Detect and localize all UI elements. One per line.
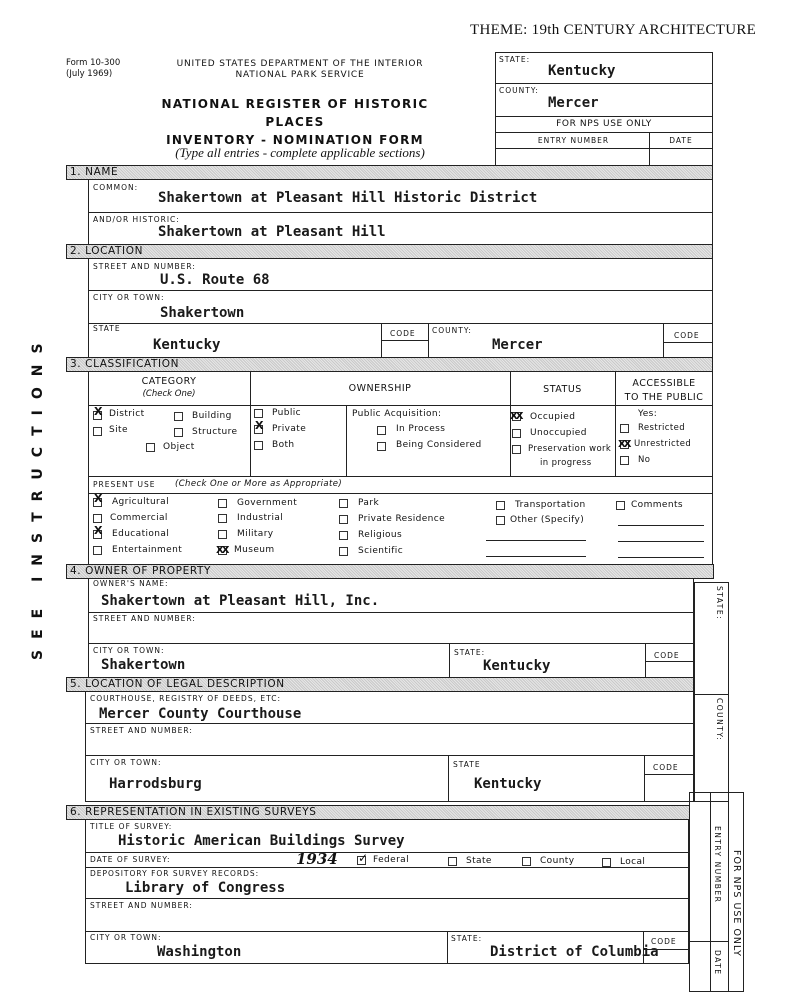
county-label: COUNTY: xyxy=(432,326,472,335)
code-label: CODE xyxy=(390,329,416,338)
section1-header: 1. NAME xyxy=(66,165,713,180)
use-military-checkbox[interactable] xyxy=(218,530,227,539)
top-entry-number-label: ENTRY NUMBER xyxy=(537,136,610,145)
use-commercial-label: Commercial xyxy=(110,513,168,523)
category-building-label: Building xyxy=(192,411,232,421)
acquisition-being-considered-checkbox[interactable] xyxy=(377,442,386,451)
accessible-no-checkbox[interactable] xyxy=(620,456,629,465)
top-county-value[interactable]: Mercer xyxy=(548,95,599,111)
right-state-label: STATE: xyxy=(715,586,724,621)
use-comments-label: Comments xyxy=(631,500,683,510)
level-state-checkbox[interactable] xyxy=(448,857,457,866)
form-instructions: (Type all entries - complete applicable sections) xyxy=(175,145,425,160)
survey-date-label: DATE OF SURVEY: xyxy=(90,855,171,864)
present-use-label: PRESENT USE xyxy=(93,480,156,489)
use-transportation-label: Transportation xyxy=(515,500,586,510)
use-other-checkbox[interactable] xyxy=(496,516,505,525)
city-label: CITY OR TOWN: xyxy=(93,293,165,302)
use-religious-checkbox[interactable] xyxy=(339,531,348,540)
depository-city-field[interactable]: Washington xyxy=(157,944,242,960)
status-occupied-label: Occupied xyxy=(530,412,576,422)
level-federal-label: Federal xyxy=(373,855,409,865)
level-local-label: Local xyxy=(620,857,646,867)
common-name-field[interactable]: Shakertown at Pleasant Hill Historic District xyxy=(158,190,538,206)
category-object-label: Object xyxy=(163,442,195,452)
category-heading: CATEGORY xyxy=(141,376,197,387)
section3-header: 3. CLASSIFICATION xyxy=(66,357,713,372)
status-heading: STATUS xyxy=(543,384,582,395)
accessible-no-label: No xyxy=(638,455,651,465)
owner-city-field[interactable]: Shakertown xyxy=(101,657,186,673)
use-religious-label: Religious xyxy=(358,530,403,540)
level-county-checkbox[interactable] xyxy=(522,857,531,866)
legal-state-field[interactable]: Kentucky xyxy=(474,776,542,792)
top-state-label: STATE: xyxy=(499,55,531,64)
historic-name-field[interactable]: Shakertown at Pleasant Hill xyxy=(158,224,386,240)
courthouse-field[interactable]: Mercer County Courthouse xyxy=(99,706,302,722)
owner-state-field[interactable]: Kentucky xyxy=(483,658,551,674)
form-number xyxy=(66,58,120,80)
legal-street-label: STREET AND NUMBER: xyxy=(90,726,193,735)
use-educational-checkbox[interactable] xyxy=(93,530,102,539)
use-industrial-checkbox[interactable] xyxy=(218,514,227,523)
street-label: STREET AND NUMBER: xyxy=(93,262,196,271)
depository-label: DEPOSITORY FOR SURVEY RECORDS: xyxy=(90,869,260,878)
accessible-unrestricted-checkbox[interactable] xyxy=(620,440,629,449)
depository-street-label: STREET AND NUMBER: xyxy=(90,901,193,910)
use-government-checkbox[interactable] xyxy=(218,499,227,508)
use-comments-checkbox[interactable] xyxy=(616,501,625,510)
survey-date-field[interactable]: 1934 xyxy=(296,850,338,868)
ownership-heading: OWNERSHIP xyxy=(348,383,412,394)
form-title xyxy=(130,95,460,149)
use-park-label: Park xyxy=(358,498,380,508)
section6-header: 6. REPRESENTATION IN EXISTING SURVEYS xyxy=(66,805,690,820)
top-date-label: DATE xyxy=(669,136,693,145)
use-park-checkbox[interactable] xyxy=(339,499,348,508)
dept-line1: UNITED STATES DEPARTMENT OF THE INTERIOR xyxy=(176,59,424,69)
category-district-label: District xyxy=(109,409,145,419)
use-industrial-label: Industrial xyxy=(237,513,284,523)
ownership-public-checkbox[interactable] xyxy=(254,409,263,418)
courthouse-label: COURTHOUSE, REGISTRY OF DEEDS, ETC: xyxy=(90,694,281,703)
legal-code-label: CODE xyxy=(653,763,679,772)
section5-header: 5. LOCATION OF LEGAL DESCRIPTION xyxy=(66,677,694,692)
dept-line2: NATIONAL PARK SERVICE xyxy=(235,70,365,80)
owner-code-label: CODE xyxy=(654,651,680,660)
status-preservation-label: Preservation work xyxy=(528,444,612,454)
status-preservation-label-2: in progress xyxy=(540,458,592,468)
code2-label: CODE xyxy=(674,331,700,340)
top-nps-label: FOR NPS USE ONLY xyxy=(556,119,652,129)
legal-state-label: STATE xyxy=(453,760,481,769)
theme-line: THEME: 19th CENTURY ARCHITECTURE xyxy=(470,22,757,38)
level-county-label: County xyxy=(540,856,575,866)
use-museum-checkbox[interactable] xyxy=(218,546,227,555)
ownership-public-label: Public xyxy=(272,408,302,418)
county-field[interactable]: Mercer xyxy=(492,337,543,353)
top-state-value[interactable]: Kentucky xyxy=(548,63,616,79)
use-agricultural-checkbox[interactable] xyxy=(93,498,102,507)
owner-city-label: CITY OR TOWN: xyxy=(93,646,165,655)
form-date-text: (July 1969) xyxy=(66,69,113,79)
right-entry-number-label: ENTRY NUMBER xyxy=(713,826,722,904)
status-unoccupied-label: Unoccupied xyxy=(530,428,587,438)
acquisition-in-process-checkbox[interactable] xyxy=(377,426,386,435)
survey-title-field[interactable]: Historic American Buildings Survey xyxy=(118,833,405,849)
owner-state-label: STATE: xyxy=(454,648,486,657)
acquisition-being-considered-label: Being Considered xyxy=(396,440,482,450)
form-number-text: Form 10-300 xyxy=(66,58,121,68)
category-district-checkbox[interactable] xyxy=(93,411,102,420)
street-field[interactable]: U.S. Route 68 xyxy=(160,272,270,288)
historic-label: AND/OR HISTORIC: xyxy=(93,215,180,224)
section2-header: 2. LOCATION xyxy=(66,244,713,259)
title-line1: NATIONAL REGISTER OF HISTORIC PLACES xyxy=(161,97,429,129)
owner-street-label: STREET AND NUMBER: xyxy=(93,614,196,623)
use-other-label: Other (Specify) xyxy=(510,515,585,525)
right-nps-label: FOR NPS USE ONLY xyxy=(731,850,742,957)
depository-code-label: CODE xyxy=(651,937,677,946)
accessible-heading xyxy=(615,377,713,405)
state-field[interactable]: Kentucky xyxy=(153,337,221,353)
level-state-label: State xyxy=(466,856,492,866)
category-object-checkbox[interactable] xyxy=(146,443,155,452)
accessible-yes-label: Yes: xyxy=(638,409,658,419)
status-occupied-checkbox[interactable] xyxy=(512,412,521,421)
category-site-label: Site xyxy=(109,425,128,435)
ownership-private-checkbox[interactable] xyxy=(254,425,263,434)
use-government-label: Government xyxy=(237,498,298,508)
accessible-line2: TO THE PUBLIC xyxy=(624,392,704,403)
use-military-label: Military xyxy=(237,529,274,539)
depository-field[interactable]: Library of Congress xyxy=(125,880,286,896)
title-line2: INVENTORY - NOMINATION FORM xyxy=(166,133,424,147)
section4-header: 4. OWNER OF PROPERTY xyxy=(66,564,714,579)
accessible-unrestricted-label: Unrestricted xyxy=(634,439,692,449)
category-site-checkbox[interactable] xyxy=(93,427,102,436)
use-commercial-checkbox[interactable] xyxy=(93,514,102,523)
side-instructions xyxy=(30,332,50,660)
use-entertainment-label: Entertainment xyxy=(112,545,183,555)
present-use-sublabel: (Check One or More as Appropriate) xyxy=(175,479,343,489)
accessible-line1: ACCESSIBLE xyxy=(632,378,696,389)
survey-title-label: TITLE OF SURVEY: xyxy=(90,822,173,831)
public-acquisition-label: Public Acquisition: xyxy=(352,409,442,419)
ownership-both-checkbox[interactable] xyxy=(254,441,263,450)
top-county-label: COUNTY: xyxy=(499,86,539,95)
acquisition-in-process-label: In Process xyxy=(396,424,446,434)
owner-name-label: OWNER'S NAME: xyxy=(93,579,169,588)
category-structure-checkbox[interactable] xyxy=(174,428,183,437)
use-scientific-label: Scientific xyxy=(358,546,404,556)
owner-name-field[interactable]: Shakertown at Pleasant Hill, Inc. xyxy=(101,593,380,609)
accessible-restricted-checkbox[interactable] xyxy=(620,424,629,433)
use-museum-label: Museum xyxy=(234,545,275,555)
department-heading xyxy=(150,59,450,81)
common-label: COMMON: xyxy=(93,183,139,192)
level-federal-checkbox[interactable] xyxy=(357,856,366,865)
legal-city-label: CITY OR TOWN: xyxy=(90,758,162,767)
city-field[interactable]: Shakertown xyxy=(160,305,245,321)
use-scientific-checkbox[interactable] xyxy=(339,547,348,556)
depository-state-field[interactable]: District of Columbia xyxy=(490,944,659,960)
status-preservation-checkbox[interactable] xyxy=(512,445,521,454)
ownership-private-label: Private xyxy=(272,424,307,434)
category-subheading: (Check One) xyxy=(142,389,196,399)
status-unoccupied-checkbox[interactable] xyxy=(512,429,521,438)
category-building-checkbox[interactable] xyxy=(174,412,183,421)
use-private-residence-checkbox[interactable] xyxy=(339,515,348,524)
use-entertainment-checkbox[interactable] xyxy=(93,546,102,555)
use-educational-label: Educational xyxy=(112,529,170,539)
state-label: STATE xyxy=(93,324,121,333)
ownership-both-label: Both xyxy=(272,440,295,450)
accessible-restricted-label: Restricted xyxy=(638,423,686,433)
top-state-county-box xyxy=(495,52,713,166)
legal-city-field[interactable]: Harrodsburg xyxy=(109,776,202,792)
side-instructions-text: SEE INSTRUCTIONS xyxy=(30,332,46,660)
use-transportation-checkbox[interactable] xyxy=(496,501,505,510)
depository-city-label: CITY OR TOWN: xyxy=(90,933,162,942)
right-date-label: DATE xyxy=(713,950,722,976)
category-structure-label: Structure xyxy=(192,427,238,437)
use-private-residence-label: Private Residence xyxy=(358,514,446,524)
use-agricultural-label: Agricultural xyxy=(112,497,169,507)
level-local-checkbox[interactable] xyxy=(602,858,611,867)
right-county-label: COUNTY: xyxy=(715,698,724,742)
depository-state-label: STATE: xyxy=(451,934,483,943)
